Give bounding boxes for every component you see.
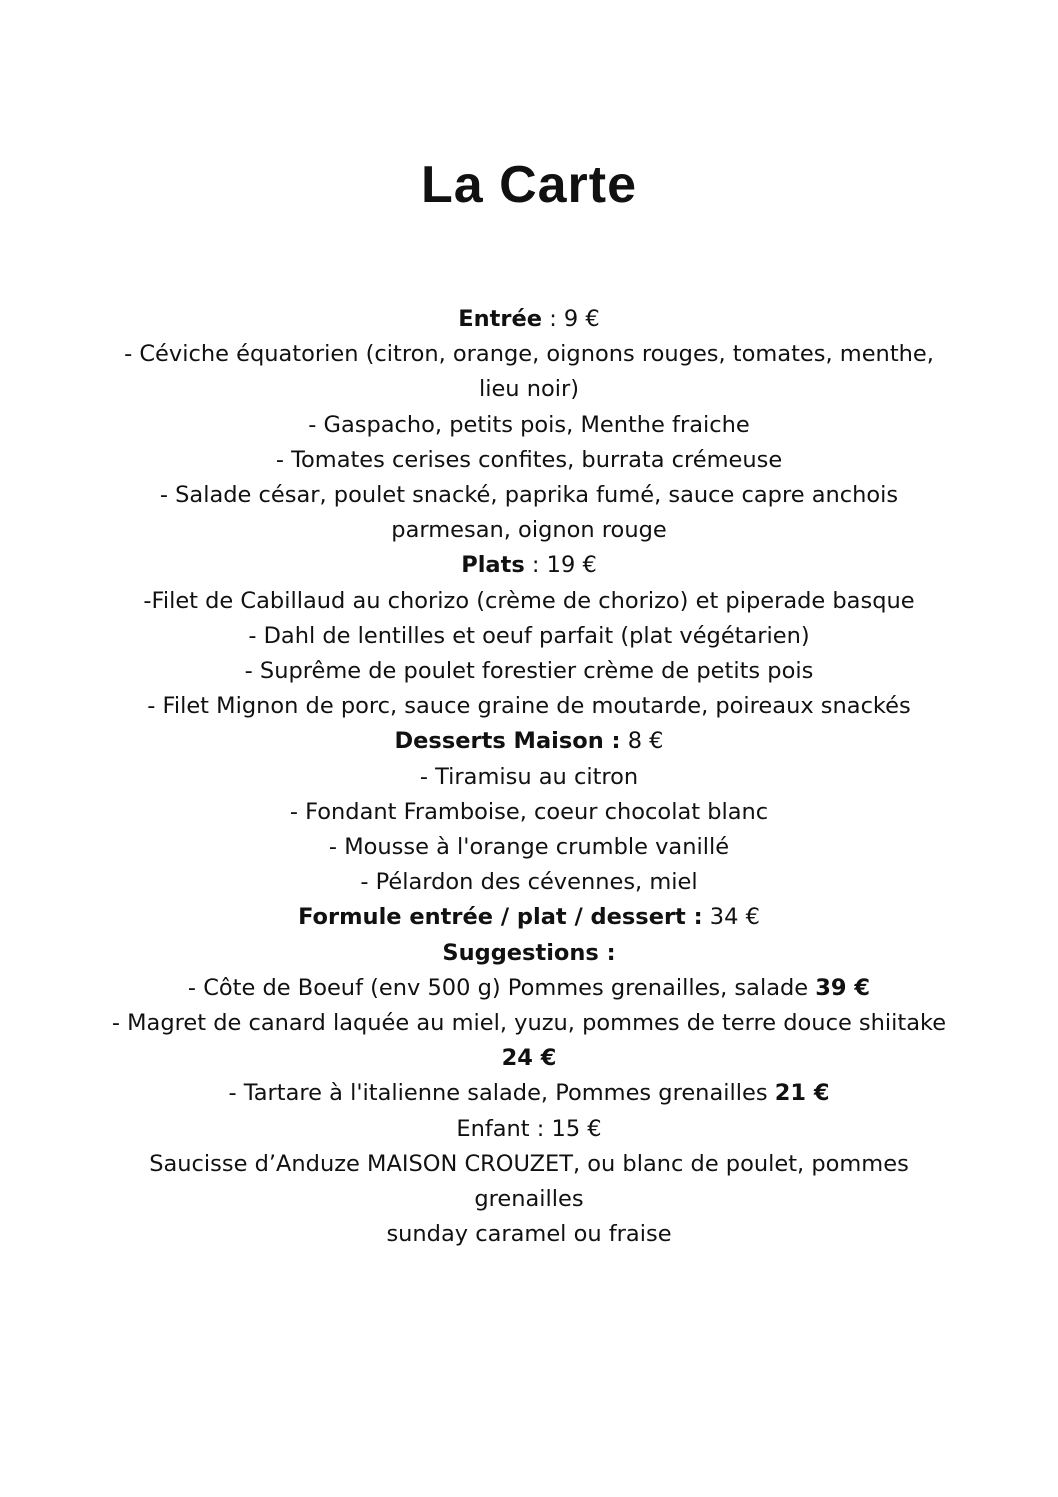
menu-item: - Suprême de poulet forestier crème de petits pois xyxy=(244,658,814,685)
menu-item: - Tomates cerises confites, burrata crémeuse xyxy=(275,446,783,473)
suggestion-item xyxy=(60,1006,998,1041)
section-heading-plats xyxy=(60,548,998,583)
suggestion-price: 24 € xyxy=(501,1045,557,1072)
suggestion-item xyxy=(60,1076,998,1111)
menu-item: - Dahl de lentilles et oeuf parfait (plat végétarien) xyxy=(248,622,810,649)
section-heading-entree xyxy=(60,302,998,337)
menu-item: - Gaspacho, petits pois, Menthe fraiche xyxy=(308,411,750,438)
menu-item: Saucisse d’Anduze MAISON CROUZET, ou blanc de poulet, pommes xyxy=(149,1150,909,1177)
menu-item: - Pélardon des cévennes, miel xyxy=(360,869,698,896)
menu-item: lieu noir) xyxy=(478,376,580,403)
menu-item: - Céviche équatorien (citron, orange, oignons rouges, tomates, menthe, xyxy=(124,341,934,368)
menu-item: - Filet Mignon de porc, sauce graine de moutarde, poireaux snackés xyxy=(147,693,911,720)
formule-price: 34 € xyxy=(702,904,760,931)
suggestion-price: 21 € xyxy=(774,1080,830,1107)
page-title: La Carte xyxy=(420,156,638,214)
desserts-price: 8 € xyxy=(620,728,664,755)
suggestion-text: - Côte de Boeuf (env 500 g) Pommes grenailles, salade xyxy=(187,974,816,1001)
menu-item: parmesan, oignon rouge xyxy=(391,517,667,544)
desserts-heading: Desserts Maison : xyxy=(394,728,621,755)
menu-item: - Salade césar, poulet snacké, paprika fumé, sauce capre anchois xyxy=(159,482,899,509)
menu-item: - Fondant Framboise, coeur chocolat blanc xyxy=(289,798,769,825)
menu-item: sunday caramel ou fraise xyxy=(386,1221,672,1248)
menu-item: grenailles xyxy=(474,1186,584,1213)
section-heading-desserts xyxy=(60,724,998,759)
menu-item: - Mousse à l'orange crumble vanillé xyxy=(328,834,730,861)
plats-heading: Plats xyxy=(461,552,525,579)
menu-content xyxy=(60,302,998,1252)
suggestion-price: 39 € xyxy=(815,974,871,1001)
menu-item: -Filet de Cabillaud au chorizo (crème de chorizo) et piperade basque xyxy=(143,587,915,614)
entree-price: : 9 € xyxy=(542,306,600,332)
suggestions-heading: Suggestions : xyxy=(442,939,616,966)
suggestion-text: - Magret de canard laquée au miel, yuzu, pommes de terre douce shiitake xyxy=(111,1010,947,1037)
section-heading-formule xyxy=(60,900,998,935)
suggestion-item xyxy=(60,971,998,1006)
plats-price: : 19 € xyxy=(524,552,597,579)
suggestion-text: - Tartare à l'italienne salade, Pommes grenailles xyxy=(228,1080,775,1107)
menu-item: - Tiramisu au citron xyxy=(419,763,639,790)
entree-heading: Entrée xyxy=(458,306,543,332)
enfant-heading: Enfant : 15 € xyxy=(456,1115,602,1142)
formule-heading: Formule entrée / plat / dessert : xyxy=(298,904,703,931)
